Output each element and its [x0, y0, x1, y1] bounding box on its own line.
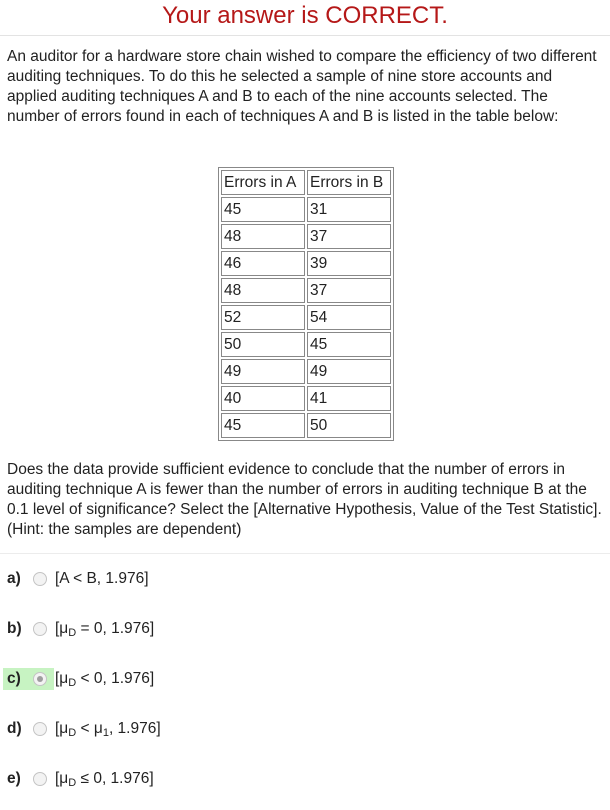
- option-e-pre: [μ: [55, 770, 69, 787]
- errors-table: [218, 167, 394, 441]
- cell-errors-b: 39: [307, 251, 391, 276]
- option-text: [55, 768, 154, 790]
- table-row: [221, 413, 391, 438]
- option-a-radio[interactable]: [33, 572, 47, 586]
- option-d-pre: [μ: [55, 720, 69, 737]
- cell-errors-b: 49: [307, 359, 391, 384]
- option-letter: a): [7, 570, 21, 587]
- option-e-radio[interactable]: [33, 772, 47, 786]
- option-letter: e): [7, 770, 21, 787]
- option-a-label: [A < B, 1.976]: [55, 570, 149, 587]
- option-e-post: ≤ 0, 1.976]: [76, 770, 154, 787]
- option-letter: d): [7, 720, 22, 737]
- cell-errors-b: 31: [307, 197, 391, 222]
- header-errors-a: Errors in A: [221, 170, 305, 195]
- table-row: [221, 251, 391, 276]
- title-divider: [0, 35, 610, 36]
- cell-errors-a: 45: [221, 413, 305, 438]
- option-c[interactable]: [3, 668, 303, 690]
- cell-errors-a: 50: [221, 332, 305, 357]
- cell-errors-b: 41: [307, 386, 391, 411]
- option-letter: b): [7, 620, 22, 637]
- cell-errors-b: 37: [307, 224, 391, 249]
- option-text: [55, 718, 161, 740]
- problem-intro: An auditor for a hardware store chain wished to compare the efficiency of two different auditing techniques. To do this he selected a sample of nine store accounts and applied auditing techniques A and B to each of the nine accounts selected. The number of errors found in each of techniques A and B is listed in the table below:: [7, 48, 597, 125]
- table-row: [221, 305, 391, 330]
- option-text: [55, 668, 154, 690]
- cell-errors-a: 49: [221, 359, 305, 384]
- cell-errors-a: 46: [221, 251, 305, 276]
- question-text: Does the data provide sufficient evidence to conclude that the number of errors in auditing technique A is fewer than the number of errors in auditing technique B at the 0.1 level of significance? Select the [Alternative Hypothesis, Value of the Test Statistic]. (Hint: the samples are dependent): [7, 461, 602, 538]
- question-divider: [0, 553, 610, 554]
- cell-errors-a: 48: [221, 224, 305, 249]
- cell-errors-b: 37: [307, 278, 391, 303]
- option-d-subscript-2: 1: [102, 727, 109, 739]
- option-b-radio[interactable]: [33, 622, 47, 636]
- option-d[interactable]: [3, 718, 303, 740]
- option-a[interactable]: [3, 568, 303, 590]
- option-d-radio[interactable]: [33, 722, 47, 736]
- option-c-radio-selected[interactable]: [33, 672, 47, 686]
- option-text: [55, 568, 149, 590]
- option-b-pre: [μ: [55, 620, 69, 637]
- option-b-subscript: D: [68, 627, 77, 639]
- header-errors-b: Errors in B: [307, 170, 391, 195]
- cell-errors-b: 50: [307, 413, 391, 438]
- option-d-mid: < μ: [76, 720, 103, 737]
- option-c-pre: [μ: [55, 670, 69, 687]
- table-header-row: [221, 170, 391, 195]
- table-row: [221, 278, 391, 303]
- option-c-subscript: D: [68, 677, 77, 689]
- option-d-post: , 1.976]: [108, 720, 161, 737]
- table-row: [221, 224, 391, 249]
- option-c-post: < 0, 1.976]: [76, 670, 155, 687]
- cell-errors-a: 48: [221, 278, 305, 303]
- table-row: [221, 332, 391, 357]
- option-d-subscript: D: [68, 727, 77, 739]
- cell-errors-b: 54: [307, 305, 391, 330]
- option-text: [55, 618, 154, 640]
- table-row: [221, 359, 391, 384]
- table-row: [221, 386, 391, 411]
- cell-errors-a: 52: [221, 305, 305, 330]
- option-b[interactable]: [3, 618, 303, 640]
- result-title: Your answer is CORRECT.: [162, 2, 448, 29]
- option-e-subscript: D: [68, 777, 77, 789]
- option-e[interactable]: [3, 768, 303, 790]
- option-letter: c): [7, 670, 21, 687]
- option-b-post: = 0, 1.976]: [76, 620, 155, 637]
- table-row: [221, 197, 391, 222]
- cell-errors-a: 40: [221, 386, 305, 411]
- cell-errors-a: 45: [221, 197, 305, 222]
- cell-errors-b: 45: [307, 332, 391, 357]
